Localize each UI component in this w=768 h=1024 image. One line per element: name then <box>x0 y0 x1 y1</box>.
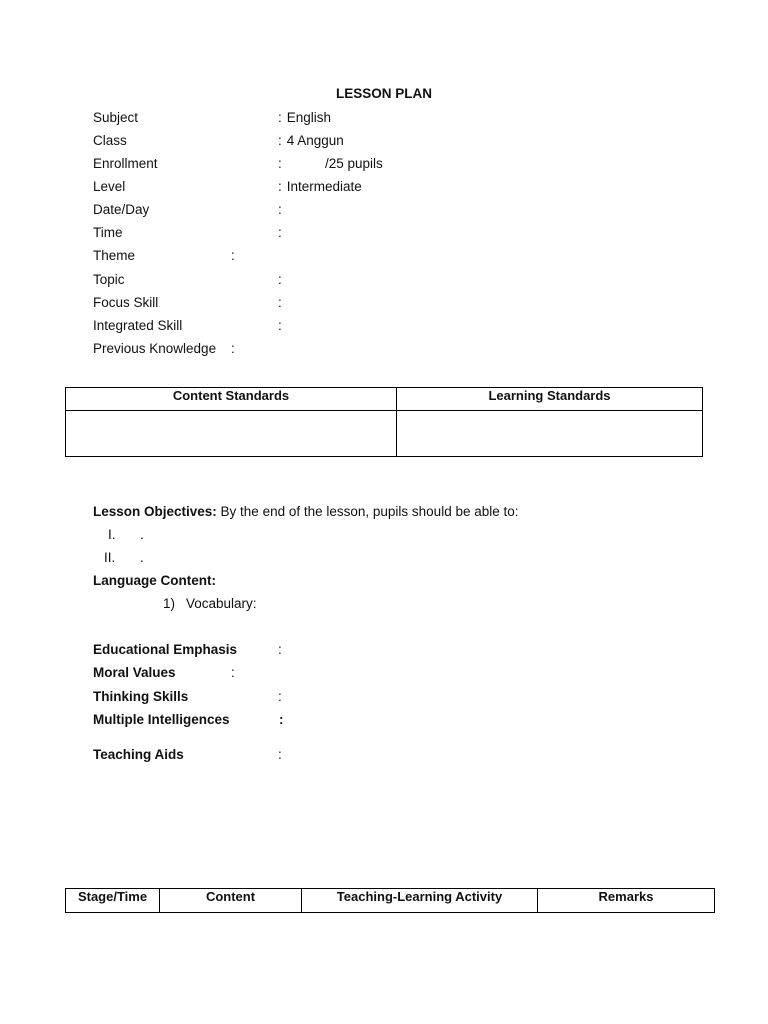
teaching-aids-label: Teaching Aids <box>93 747 184 762</box>
detail-value-subject: English <box>283 110 332 125</box>
language-item-number: 1) <box>163 596 176 611</box>
detail-label-focus-skill: Focus Skill <box>93 295 159 310</box>
detail-colon-time: : <box>278 225 282 240</box>
standards-table <box>65 387 703 457</box>
language-content-label: Language Content: <box>93 573 216 588</box>
detail-colon-level: : <box>278 179 282 194</box>
lesson-objectives-label: Lesson Objectives: <box>93 504 217 519</box>
teaching-aids-colon: : <box>278 747 282 762</box>
detail-label-theme: Theme <box>93 248 136 263</box>
detail-colon-focus-skill: : <box>278 295 282 310</box>
content-standards-header: Content Standards <box>66 388 397 411</box>
multiple-intelligences-label: Multiple Intelligences <box>93 712 230 727</box>
detail-label-previous-knowledge: Previous Knowledge <box>93 341 217 356</box>
detail-value-enrollment: /25 pupils <box>325 156 383 171</box>
stage-time-header: Stage/Time <box>66 889 160 913</box>
activity-header-row <box>66 889 715 913</box>
detail-colon-enrollment: : <box>278 156 282 171</box>
lesson-objectives-text: By the end of the lesson, pupils should be able to: <box>216 504 519 519</box>
detail-label-level: Level <box>93 179 126 194</box>
educational-emphasis-label: Educational Emphasis <box>93 642 238 657</box>
standards-header-row <box>66 388 703 411</box>
detail-label-integrated-skill: Integrated Skill <box>93 318 183 333</box>
learning-standards-header: Learning Standards <box>397 388 703 411</box>
teaching-learning-activity-header: Teaching-Learning Activity <box>302 889 538 913</box>
detail-colon-previous-knowledge: : <box>231 341 235 356</box>
detail-label-subject: Subject <box>93 110 139 125</box>
detail-label-topic: Topic <box>93 272 125 287</box>
language-item-text: Vocabulary: <box>186 596 257 611</box>
moral-values-colon: : <box>231 665 235 680</box>
thinking-skills-colon: : <box>278 689 282 704</box>
detail-colon-topic: : <box>278 272 282 287</box>
activity-table <box>65 888 715 913</box>
detail-colon-subject: : <box>278 110 282 125</box>
content-standards-cell <box>66 411 397 457</box>
standards-body-row <box>66 411 703 457</box>
detail-colon-theme: : <box>231 248 235 263</box>
page-title: LESSON PLAN <box>335 86 432 101</box>
detail-label-date-day: Date/Day <box>93 202 150 217</box>
detail-colon-class: : <box>278 133 282 148</box>
thinking-skills-label: Thinking Skills <box>93 689 189 704</box>
detail-value-class: 4 Anggun <box>283 133 344 148</box>
objective-number: I. <box>108 527 116 542</box>
detail-value-level: Intermediate <box>283 179 362 194</box>
educational-emphasis-colon: : <box>278 642 282 657</box>
detail-colon-date-day: : <box>278 202 282 217</box>
lesson-objectives <box>93 504 519 520</box>
objective-text: . <box>140 527 144 542</box>
multiple-intelligences-colon: : <box>279 712 284 727</box>
objective-number: II. <box>104 550 116 565</box>
objective-text: . <box>140 550 144 565</box>
learning-standards-cell <box>397 411 703 457</box>
remarks-header: Remarks <box>538 889 715 913</box>
detail-colon-integrated-skill: : <box>278 318 282 333</box>
detail-label-enrollment: Enrollment <box>93 156 158 171</box>
detail-label-time: Time <box>93 225 123 240</box>
detail-label-class: Class <box>93 133 127 148</box>
moral-values-label: Moral Values <box>93 665 176 680</box>
content-header: Content <box>160 889 302 913</box>
